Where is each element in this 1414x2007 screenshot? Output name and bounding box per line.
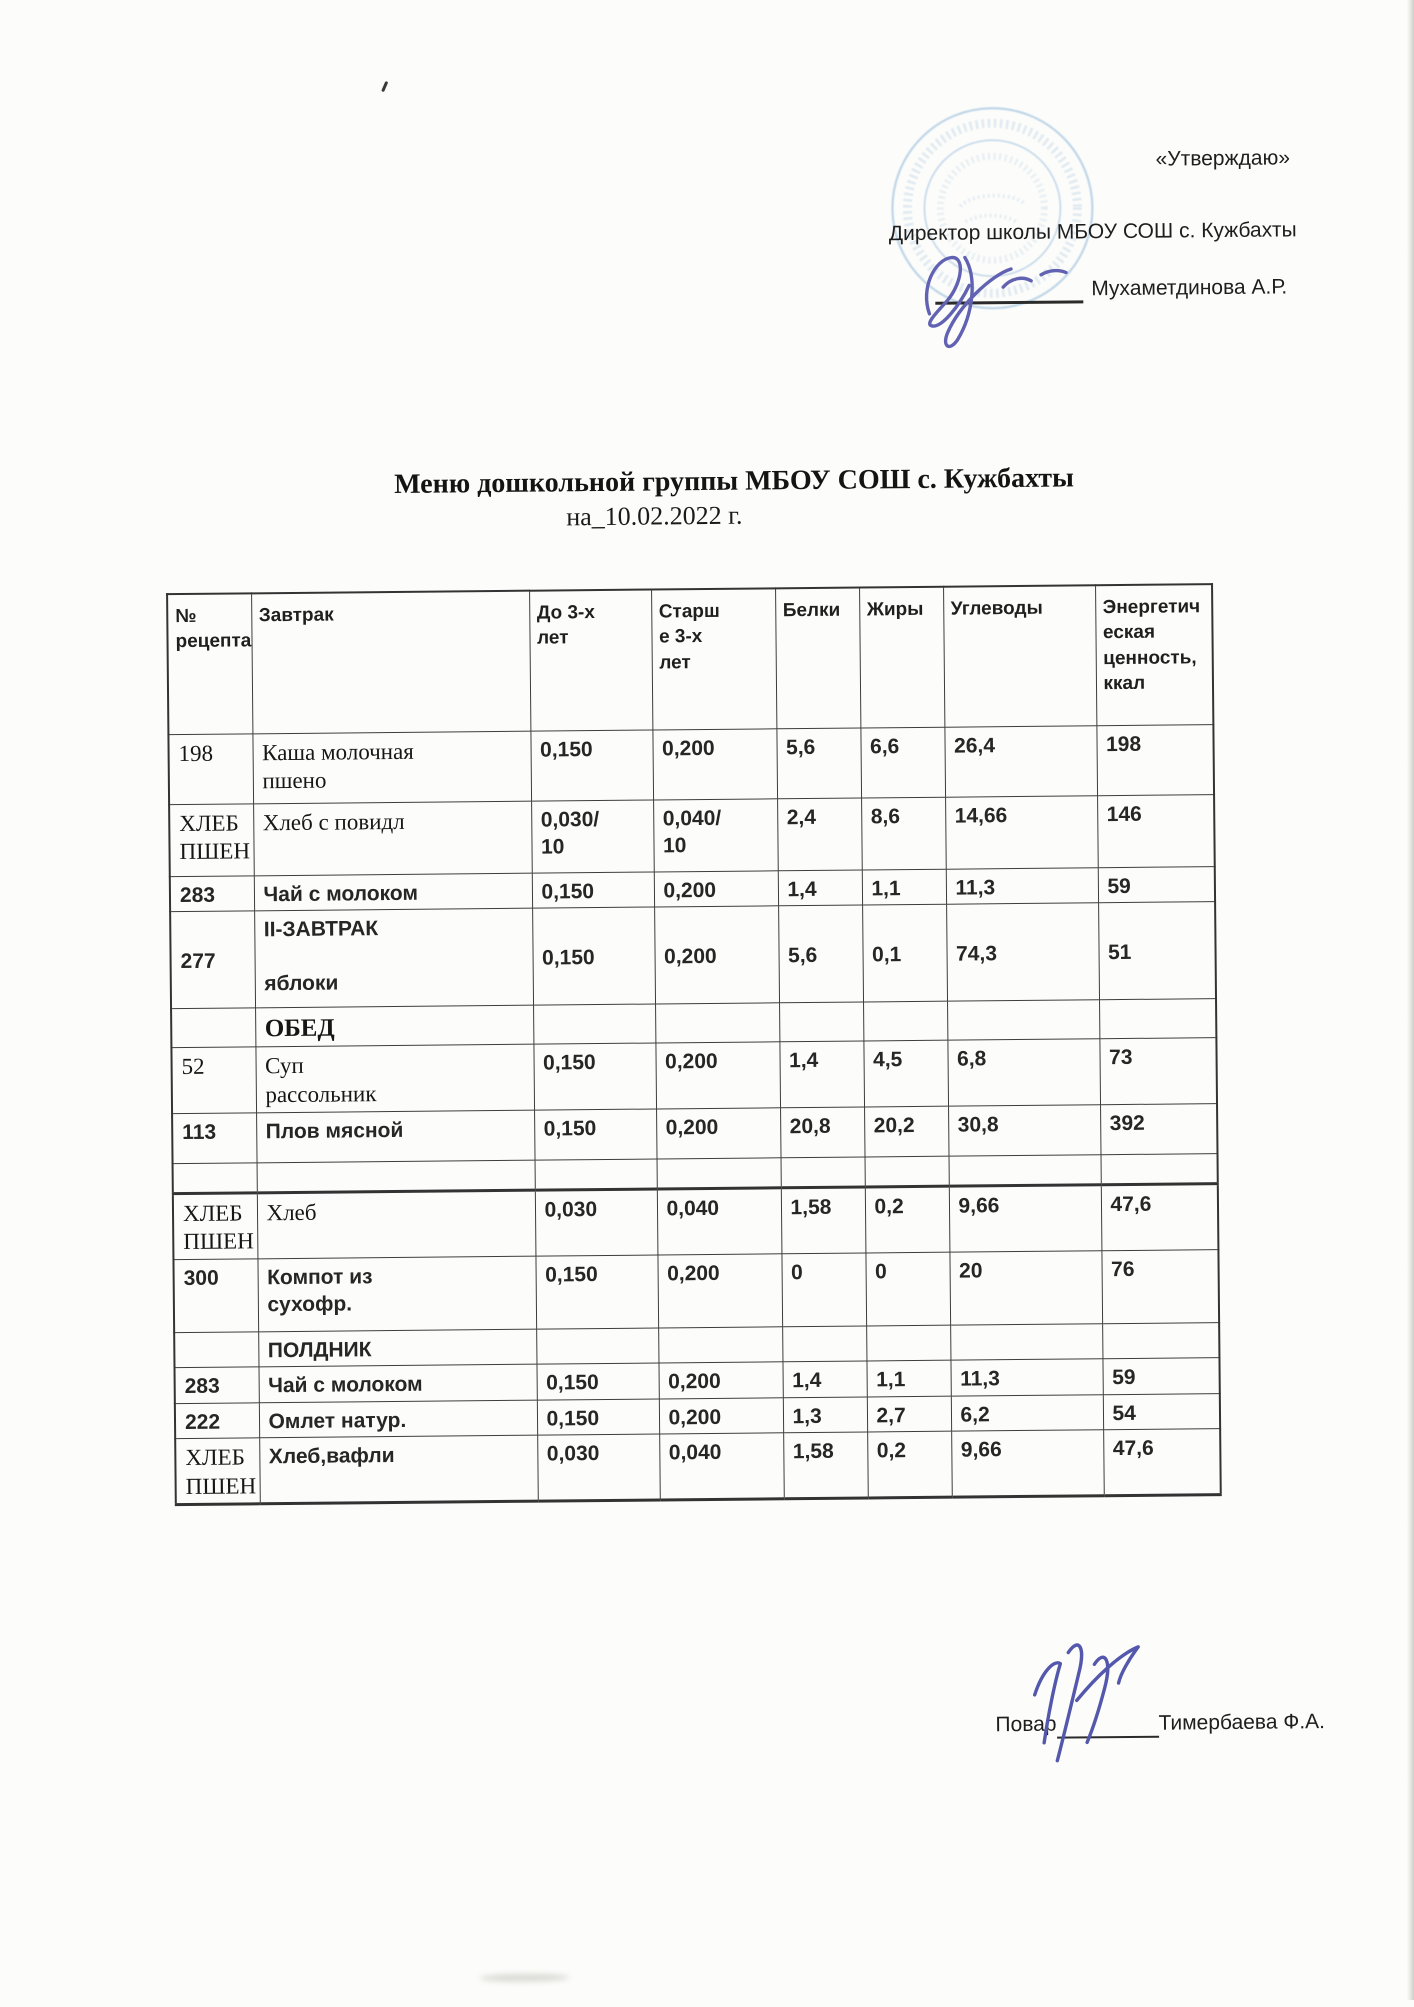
table-cell: 0 (781, 1253, 866, 1327)
column-header: Старш е 3-х лет (651, 588, 776, 729)
table-cell: 277 (170, 911, 255, 1009)
table-cell: 283 (175, 1367, 259, 1403)
table-cell: Омлет натур. (259, 1400, 537, 1438)
column-header: Жиры (859, 587, 944, 728)
table-cell: 0,040/ 10 (653, 798, 778, 871)
cook-label: Повар (995, 1712, 1057, 1737)
table-cell: 59 (1102, 1358, 1219, 1394)
table-cell: 1,4 (782, 1361, 866, 1397)
table-cell: 51 (1098, 901, 1216, 999)
table-cell (782, 1326, 866, 1362)
table-cell: 0,150 (532, 907, 655, 1005)
scan-smudge-artifact (479, 1973, 569, 1982)
menu-table-header (167, 584, 1213, 734)
table-row (173, 1250, 1219, 1333)
table-cell: 1,58 (783, 1432, 868, 1499)
table-cell: 1,4 (778, 870, 862, 906)
table-cell: 74,3 (946, 903, 1099, 1001)
approval-quote: «Утверждаю» (1155, 146, 1291, 171)
table-cell: ПОЛДНИК (258, 1329, 536, 1367)
table-cell: 0,1 (862, 904, 947, 1002)
table-cell: 2,4 (777, 798, 862, 871)
page-title: Меню дошкольной группы МБОУ СОШ с. Кужбахты (393, 462, 1075, 500)
table-cell: 0,150 (535, 1255, 658, 1329)
table-cell (865, 1156, 949, 1187)
table-cell: 0,030 (535, 1189, 658, 1257)
table-cell: 0,200 (655, 1042, 780, 1109)
table-cell: 0,200 (654, 906, 779, 1004)
table-cell: 1,3 (783, 1397, 867, 1433)
table-cell: 20 (949, 1251, 1102, 1325)
table-cell: Хлеб,вафли (259, 1435, 538, 1504)
table-cell: 1,1 (862, 869, 946, 905)
table-cell: 47,6 (1103, 1429, 1221, 1497)
table-cell: 4,5 (863, 1040, 948, 1106)
table-cell: 198 (168, 733, 253, 804)
table-cell: 73 (1099, 1038, 1217, 1105)
table-cell: 0 (865, 1252, 950, 1326)
table-row (173, 1183, 1219, 1260)
table-cell (779, 1002, 863, 1042)
table-cell: 283 (170, 875, 254, 911)
column-header: До 3-х лет (529, 590, 652, 731)
table-cell: 0,200 (658, 1362, 782, 1398)
table-cell: 198 (1096, 724, 1214, 795)
table-cell: 0,150 (533, 1043, 656, 1110)
column-header: № рецепта (167, 593, 252, 734)
table-cell (866, 1325, 950, 1361)
table-cell: 222 (175, 1402, 259, 1438)
table-cell: 113 (172, 1112, 256, 1163)
table-cell (173, 1162, 257, 1193)
table-cell: ХЛЕБ ПШЕН (175, 1438, 260, 1505)
table-cell: ХЛЕБ ПШЕН (173, 1192, 258, 1259)
table-cell: 11,3 (946, 867, 1098, 904)
table-cell (1099, 998, 1216, 1038)
table-cell: 47,6 (1101, 1183, 1219, 1251)
director-role-line: Директор школы МБОУ СОШ с. Кужбахты (888, 218, 1297, 246)
table-cell: 0,040 (657, 1187, 782, 1255)
table-cell (657, 1157, 781, 1188)
table-cell (658, 1327, 782, 1363)
column-header: Углеводы (943, 585, 1096, 726)
table-cell: 30,8 (948, 1104, 1100, 1155)
table-cell: 0,200 (652, 728, 777, 799)
table-row (168, 724, 1214, 804)
table-cell: 1,58 (781, 1187, 866, 1254)
table-cell (1102, 1323, 1219, 1359)
table-cell: 0,200 (654, 870, 778, 906)
table-cell: 6,2 (951, 1394, 1103, 1431)
table-cell: 1,4 (779, 1041, 864, 1107)
table-cell (655, 1003, 779, 1043)
table-row (170, 901, 1216, 1008)
column-header: Белки (775, 588, 860, 729)
table-cell: 0,150 (530, 730, 653, 801)
cook-signature-ink (1014, 1628, 1155, 1779)
table-cell: 0,030/ 10 (531, 800, 654, 873)
table-cell: 20,2 (864, 1106, 948, 1157)
table-cell: 26,4 (944, 725, 1097, 796)
menu-table (166, 583, 1222, 1506)
table-cell: Хлеб (257, 1190, 536, 1259)
table-cell: Компот из сухофр. (257, 1256, 536, 1332)
table-cell: 0,2 (865, 1186, 950, 1253)
pen-mark-artifact (381, 81, 388, 92)
table-cell (171, 1008, 255, 1048)
table-cell (1100, 1153, 1217, 1184)
table-cell: 14,66 (945, 795, 1098, 868)
table-cell: 9,66 (951, 1430, 1104, 1498)
table-row (169, 794, 1215, 876)
table-cell: 1,1 (866, 1361, 950, 1397)
table-cell: 0,150 (532, 872, 654, 908)
table-cell: 54 (1103, 1393, 1220, 1429)
table-cell: 0,150 (537, 1399, 659, 1435)
table-cell: 11,3 (950, 1359, 1102, 1396)
table-cell: 0,150 (534, 1109, 656, 1160)
table-cell: 5,6 (776, 728, 861, 799)
table-cell (535, 1159, 657, 1190)
table-cell: 146 (1097, 794, 1215, 867)
table-cell: 0,150 (536, 1363, 658, 1399)
column-header: Завтрак (251, 591, 530, 734)
table-cell (949, 1154, 1101, 1185)
table-cell: 0,200 (659, 1397, 783, 1433)
table-cell (950, 1324, 1102, 1361)
column-header: Энергетич еская ценность, ккал (1095, 584, 1213, 725)
table-cell: Хлеб с повидл (253, 801, 532, 876)
table-cell: 6,8 (947, 1039, 1100, 1106)
table-cell: 300 (173, 1259, 258, 1333)
table-cell (781, 1157, 865, 1188)
table-cell: Чай с молоком (254, 873, 532, 911)
cook-name: Тимербаева Ф.А. (1158, 1710, 1326, 1735)
table-row (171, 1038, 1217, 1114)
table-cell: ХЛЕБ ПШЕН (169, 803, 254, 876)
table-row (175, 1429, 1221, 1506)
table-cell (533, 1004, 655, 1044)
director-signature-ink (905, 232, 1096, 356)
table-cell: 0,2 (867, 1431, 952, 1498)
table-cell: II-ЗАВТРАК яблоки (254, 908, 533, 1008)
table-cell (257, 1160, 535, 1193)
table-cell (536, 1328, 658, 1364)
page-title-date: на_10.02.2022 г. (566, 500, 743, 532)
table-cell: ОБЕД (255, 1005, 533, 1047)
table-cell: 5,6 (778, 905, 863, 1003)
table-cell: 2,7 (867, 1396, 951, 1432)
table-cell: 6,6 (860, 727, 945, 798)
table-cell: 59 (1098, 866, 1215, 902)
menu-table-body (168, 724, 1220, 1505)
table-cell: Чай с молоком (259, 1364, 537, 1402)
table-cell: 52 (171, 1047, 256, 1113)
table-cell (947, 1000, 1099, 1041)
table-cell: 392 (1100, 1103, 1217, 1154)
table-cell: 9,66 (949, 1184, 1102, 1252)
table-cell: 0,200 (656, 1107, 780, 1158)
table-cell: 0,040 (659, 1433, 784, 1501)
table-cell (863, 1001, 947, 1041)
director-name: Мухаметдинова А.Р. (1091, 275, 1288, 301)
table-cell: Плов мясной (256, 1110, 534, 1163)
table-cell: 0,030 (537, 1434, 660, 1502)
table-cell: 0,200 (657, 1254, 782, 1328)
table-cell: 76 (1101, 1250, 1219, 1324)
table-cell: Каша молочная пшено (252, 731, 531, 804)
table-header-row (167, 584, 1213, 734)
table-cell: 20,8 (780, 1107, 864, 1158)
table-cell (174, 1332, 258, 1368)
table-cell: 8,6 (861, 797, 946, 870)
table-cell: Суп рассольник (255, 1044, 534, 1112)
